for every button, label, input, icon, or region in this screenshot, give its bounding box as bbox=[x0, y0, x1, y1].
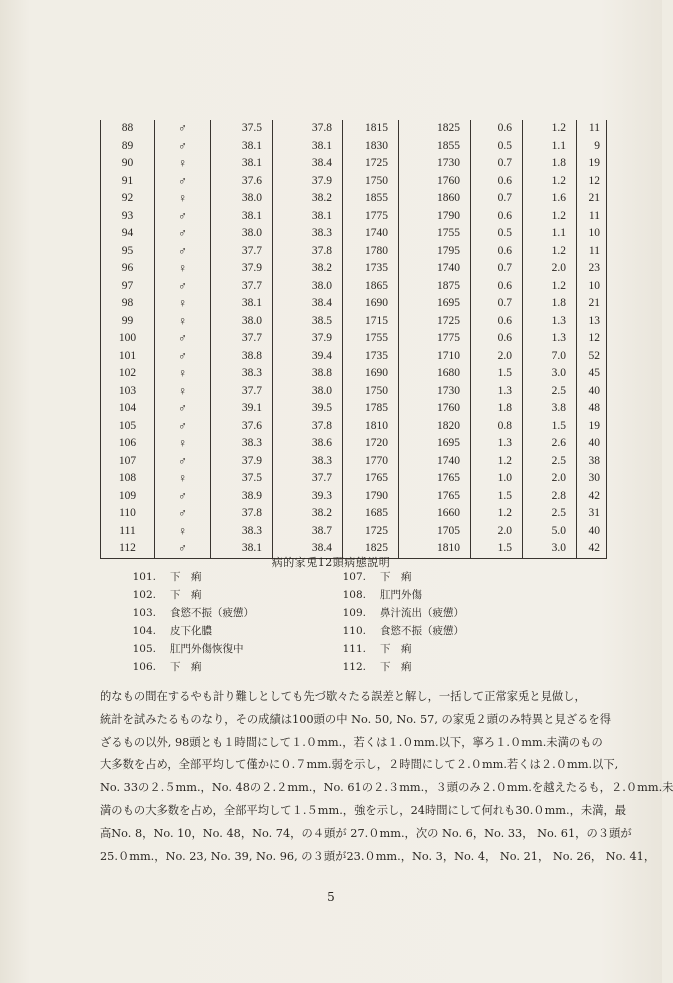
table-cell: 21 bbox=[577, 190, 607, 208]
table-cell: 37.7 bbox=[211, 383, 273, 401]
table-cell: 5.0 bbox=[523, 523, 577, 541]
table-row bbox=[101, 453, 607, 471]
table-cell: 1815 bbox=[343, 120, 399, 138]
table-cell: 1695 bbox=[399, 435, 471, 453]
table-cell: 111 bbox=[101, 523, 155, 541]
table-cell: 97 bbox=[101, 278, 155, 296]
table-cell: 1785 bbox=[343, 400, 399, 418]
table-row bbox=[101, 435, 607, 453]
table-cell: 95 bbox=[101, 243, 155, 261]
table-row bbox=[101, 470, 607, 488]
table-cell: 1.8 bbox=[523, 155, 577, 173]
table-cell: 37.8 bbox=[273, 120, 343, 138]
table-cell: 38.1 bbox=[211, 138, 273, 156]
table-cell: 1.5 bbox=[471, 365, 523, 383]
table-cell: 38.7 bbox=[273, 523, 343, 541]
table-cell: 94 bbox=[101, 225, 155, 243]
table-cell: 1770 bbox=[343, 453, 399, 471]
table-cell: 1730 bbox=[399, 383, 471, 401]
table-cell: 1825 bbox=[343, 540, 399, 558]
note-number: 108. bbox=[342, 589, 366, 601]
note-item bbox=[128, 568, 202, 586]
table-cell: 99 bbox=[101, 313, 155, 331]
table-cell: 38.1 bbox=[211, 295, 273, 313]
note-text: 下 痢 bbox=[380, 571, 412, 583]
table-cell: 1790 bbox=[343, 488, 399, 506]
table-cell: 108 bbox=[101, 470, 155, 488]
text-line: No. 33の２.５mm.，No. 48の２.２mm.，No. 61の２.３mm.，３頭のみ２.０mm.を越えたるも，２.０mm.未 bbox=[100, 781, 673, 795]
table-row bbox=[101, 190, 607, 208]
table-cell: 37.7 bbox=[211, 243, 273, 261]
table-cell: 38.0 bbox=[273, 278, 343, 296]
table-cell: 0.6 bbox=[471, 173, 523, 191]
table-cell: 3.0 bbox=[523, 540, 577, 558]
table-cell: 2.0 bbox=[471, 523, 523, 541]
rabbit-data-table bbox=[100, 120, 607, 559]
table-cell: ♂ bbox=[155, 348, 211, 366]
table-cell: 38.9 bbox=[211, 488, 273, 506]
table-cell: 40 bbox=[577, 383, 607, 401]
table-cell: 38.0 bbox=[211, 313, 273, 331]
table-cell: 1725 bbox=[343, 155, 399, 173]
table-cell: 2.5 bbox=[523, 383, 577, 401]
table-cell: 1.2 bbox=[523, 278, 577, 296]
table-cell: 1750 bbox=[343, 173, 399, 191]
table-cell: 1775 bbox=[399, 330, 471, 348]
note-text: 皮下化膿 bbox=[170, 625, 212, 637]
table-cell: 0.7 bbox=[471, 260, 523, 278]
table-cell: 90 bbox=[101, 155, 155, 173]
table-cell: 0.6 bbox=[471, 243, 523, 261]
table-cell: 1820 bbox=[399, 418, 471, 436]
table-cell: 1765 bbox=[399, 470, 471, 488]
note-item bbox=[128, 586, 202, 604]
table-cell: ♀ bbox=[155, 365, 211, 383]
table-cell: 0.7 bbox=[471, 190, 523, 208]
table-cell: ♀ bbox=[155, 155, 211, 173]
table-cell: 1.5 bbox=[471, 540, 523, 558]
table-cell: 40 bbox=[577, 435, 607, 453]
table-cell: 98 bbox=[101, 295, 155, 313]
table-cell: 37.7 bbox=[211, 278, 273, 296]
table-cell: 1.2 bbox=[523, 243, 577, 261]
text-line: 大多数を占め，全部平均して僅かに０.７mm.弱を示し，２時間にして２.０mm.若くは２.０mm.以下, bbox=[100, 758, 619, 772]
table-cell: 1760 bbox=[399, 173, 471, 191]
table-cell: 2.8 bbox=[523, 488, 577, 506]
table-cell: 1680 bbox=[399, 365, 471, 383]
table-row bbox=[101, 173, 607, 191]
table-cell: 1755 bbox=[399, 225, 471, 243]
table-cell: ♀ bbox=[155, 383, 211, 401]
note-number: 106. bbox=[132, 661, 156, 673]
table-cell: 12 bbox=[577, 330, 607, 348]
table-cell: ♂ bbox=[155, 488, 211, 506]
note-text: 肛門外傷恢復中 bbox=[170, 643, 244, 655]
table-cell: 3.0 bbox=[523, 365, 577, 383]
note-text: 食慾不振（疲憊） bbox=[380, 625, 464, 637]
table-cell: 52 bbox=[577, 348, 607, 366]
table-row bbox=[101, 208, 607, 226]
text-line: 高No. 8，No. 10，No. 48，No. 74，の４頭が 27.０mm.，次の No. 6，No. 33， No. 61，の３頭が bbox=[100, 826, 632, 840]
note-text: 食慾不振（疲憊） bbox=[170, 607, 254, 619]
note-text: 下 痢 bbox=[170, 661, 202, 673]
table-cell: 37.6 bbox=[211, 418, 273, 436]
table-cell: ♂ bbox=[155, 418, 211, 436]
table-cell: 1690 bbox=[343, 295, 399, 313]
table-cell: 37.7 bbox=[211, 330, 273, 348]
table-row bbox=[101, 155, 607, 173]
table-row bbox=[101, 488, 607, 506]
table-cell: 1765 bbox=[343, 470, 399, 488]
table-cell: 0.5 bbox=[471, 138, 523, 156]
table-cell: 1735 bbox=[343, 348, 399, 366]
table-cell: 11 bbox=[577, 243, 607, 261]
table-cell: 38.1 bbox=[211, 155, 273, 173]
table-cell: ♀ bbox=[155, 190, 211, 208]
note-item bbox=[128, 640, 244, 658]
table-cell: 1660 bbox=[399, 505, 471, 523]
table-cell: 38.8 bbox=[211, 348, 273, 366]
table-cell: 1720 bbox=[343, 435, 399, 453]
table-cell: 103 bbox=[101, 383, 155, 401]
table-cell: 1695 bbox=[399, 295, 471, 313]
table-cell: 1685 bbox=[343, 505, 399, 523]
table-cell: 2.5 bbox=[523, 453, 577, 471]
table-row bbox=[101, 505, 607, 523]
table-row bbox=[101, 348, 607, 366]
table-cell: 19 bbox=[577, 155, 607, 173]
table-cell: 38.3 bbox=[211, 523, 273, 541]
body-paragraph bbox=[100, 686, 673, 868]
table-body bbox=[101, 120, 607, 558]
table-cell: 38.2 bbox=[273, 190, 343, 208]
note-number: 104. bbox=[132, 625, 156, 637]
table-cell: 1.8 bbox=[471, 400, 523, 418]
table-row bbox=[101, 523, 607, 541]
table-cell: 1690 bbox=[343, 365, 399, 383]
note-item bbox=[338, 622, 464, 640]
text-line: 統計を試みたるものなり，その成績は100頭の中 No. 50, No. 57, の家兎２頭のみ特異と見ざるを得 bbox=[100, 712, 611, 726]
table-cell: 1.5 bbox=[523, 418, 577, 436]
note-text: 下 痢 bbox=[380, 643, 412, 655]
table-cell: ♀ bbox=[155, 470, 211, 488]
table-cell: ♂ bbox=[155, 278, 211, 296]
table-cell: 1.2 bbox=[523, 208, 577, 226]
note-number: 109. bbox=[342, 607, 366, 619]
table-cell: 21 bbox=[577, 295, 607, 313]
table-cell: 1750 bbox=[343, 383, 399, 401]
table-cell: 2.0 bbox=[471, 348, 523, 366]
table-cell: 37.9 bbox=[273, 173, 343, 191]
table-row bbox=[101, 400, 607, 418]
table-cell: 1.8 bbox=[523, 295, 577, 313]
table-cell: 101 bbox=[101, 348, 155, 366]
note-text: 下 痢 bbox=[380, 661, 412, 673]
table-cell: 1.3 bbox=[471, 383, 523, 401]
note-number: 102. bbox=[132, 589, 156, 601]
note-number: 107. bbox=[342, 571, 366, 583]
table-cell: 1810 bbox=[343, 418, 399, 436]
table-cell: ♀ bbox=[155, 260, 211, 278]
text-line: 満のもの大多数を占め，全部平均して１.５mm.，強を示し，24時間にして何れも30.０mm.，未満，最 bbox=[100, 803, 627, 817]
note-item bbox=[338, 568, 412, 586]
table-cell: 1790 bbox=[399, 208, 471, 226]
table-cell: 1855 bbox=[343, 190, 399, 208]
table-cell: 1755 bbox=[343, 330, 399, 348]
table-cell: 10 bbox=[577, 225, 607, 243]
table-cell: 100 bbox=[101, 330, 155, 348]
table-row bbox=[101, 225, 607, 243]
table-cell: 109 bbox=[101, 488, 155, 506]
table-cell: 37.8 bbox=[273, 418, 343, 436]
table-cell: 31 bbox=[577, 505, 607, 523]
table-cell: 0.7 bbox=[471, 295, 523, 313]
table-cell: 1740 bbox=[343, 225, 399, 243]
table-cell: 1765 bbox=[399, 488, 471, 506]
table-cell: 105 bbox=[101, 418, 155, 436]
table-cell: 38.1 bbox=[273, 138, 343, 156]
table-cell: 0.6 bbox=[471, 278, 523, 296]
table-cell: ♂ bbox=[155, 208, 211, 226]
table-cell: 1875 bbox=[399, 278, 471, 296]
table-cell: ♂ bbox=[155, 540, 211, 558]
table-cell: 1775 bbox=[343, 208, 399, 226]
note-number: 110. bbox=[342, 625, 366, 637]
table-cell: 1810 bbox=[399, 540, 471, 558]
table-cell: ♂ bbox=[155, 505, 211, 523]
table-cell: 39.3 bbox=[273, 488, 343, 506]
table-cell: 38.3 bbox=[211, 435, 273, 453]
table-row bbox=[101, 260, 607, 278]
table-cell: 38 bbox=[577, 453, 607, 471]
table-cell: ♂ bbox=[155, 243, 211, 261]
table-cell: 89 bbox=[101, 138, 155, 156]
table-cell: 1740 bbox=[399, 453, 471, 471]
table-row bbox=[101, 278, 607, 296]
table-cell: 38.4 bbox=[273, 540, 343, 558]
table-cell: 38.1 bbox=[211, 208, 273, 226]
table-cell: 1735 bbox=[343, 260, 399, 278]
table-cell: 0.6 bbox=[471, 120, 523, 138]
table-cell: 92 bbox=[101, 190, 155, 208]
table-cell: 37.6 bbox=[211, 173, 273, 191]
table-cell: 2.0 bbox=[523, 260, 577, 278]
table-cell: 1.2 bbox=[471, 453, 523, 471]
table-cell: 0.6 bbox=[471, 208, 523, 226]
table-cell: 1795 bbox=[399, 243, 471, 261]
table-cell: 39.5 bbox=[273, 400, 343, 418]
note-text: 肛門外傷 bbox=[380, 589, 422, 601]
table-cell: ♂ bbox=[155, 453, 211, 471]
note-item bbox=[338, 658, 412, 676]
table-cell: 3.8 bbox=[523, 400, 577, 418]
note-item bbox=[338, 604, 464, 622]
table-cell: 1830 bbox=[343, 138, 399, 156]
table-cell: 1855 bbox=[399, 138, 471, 156]
table-cell: 0.6 bbox=[471, 330, 523, 348]
table-cell: 1860 bbox=[399, 190, 471, 208]
table-cell: 38.0 bbox=[211, 190, 273, 208]
table-cell: 104 bbox=[101, 400, 155, 418]
text-line: 25.０mm.，No. 23, No. 39, No. 96, の３頭が23.０mm.，No. 3，No. 4， No. 21， No. 26， No. 41， bbox=[100, 849, 656, 863]
table-cell: 39.4 bbox=[273, 348, 343, 366]
table-cell: 88 bbox=[101, 120, 155, 138]
note-number: 101. bbox=[132, 571, 156, 583]
table-cell: 37.9 bbox=[211, 453, 273, 471]
note-text: 下 痢 bbox=[170, 571, 202, 583]
table-cell: 37.8 bbox=[211, 505, 273, 523]
table-cell: 10 bbox=[577, 278, 607, 296]
table-cell: ♂ bbox=[155, 138, 211, 156]
table-cell: 19 bbox=[577, 418, 607, 436]
table-cell: 2.5 bbox=[523, 505, 577, 523]
table-cell: 38.0 bbox=[273, 383, 343, 401]
table-cell: 2.0 bbox=[523, 470, 577, 488]
table-cell: 0.8 bbox=[471, 418, 523, 436]
table-cell: 1.2 bbox=[471, 505, 523, 523]
table-cell: 1.5 bbox=[471, 488, 523, 506]
table-cell: ♀ bbox=[155, 435, 211, 453]
page-number: 5 bbox=[327, 890, 335, 904]
table-cell: 38.2 bbox=[273, 505, 343, 523]
table-cell: 38.5 bbox=[273, 313, 343, 331]
table-cell: 42 bbox=[577, 540, 607, 558]
table-cell: ♀ bbox=[155, 313, 211, 331]
table-row bbox=[101, 365, 607, 383]
table-cell: 1710 bbox=[399, 348, 471, 366]
note-number: 111. bbox=[342, 643, 366, 655]
table-cell: 37.8 bbox=[273, 243, 343, 261]
table-cell: 112 bbox=[101, 540, 155, 558]
note-text: 鼻汁流出（疲憊） bbox=[380, 607, 464, 619]
table-row bbox=[101, 313, 607, 331]
table-cell: 38.0 bbox=[211, 225, 273, 243]
table-cell: 30 bbox=[577, 470, 607, 488]
table-row bbox=[101, 120, 607, 138]
table-cell: 23 bbox=[577, 260, 607, 278]
table-cell: 37.7 bbox=[273, 470, 343, 488]
table-cell: ♂ bbox=[155, 330, 211, 348]
table-cell: 1.3 bbox=[471, 435, 523, 453]
table-row bbox=[101, 243, 607, 261]
table-cell: 42 bbox=[577, 488, 607, 506]
table-cell: 1.3 bbox=[523, 330, 577, 348]
table-cell: 1725 bbox=[343, 523, 399, 541]
table-cell: ♂ bbox=[155, 225, 211, 243]
table-cell: 93 bbox=[101, 208, 155, 226]
table-cell: 96 bbox=[101, 260, 155, 278]
table-cell: 0.5 bbox=[471, 225, 523, 243]
note-number: 103. bbox=[132, 607, 156, 619]
table-cell: ♂ bbox=[155, 120, 211, 138]
table-cell: 106 bbox=[101, 435, 155, 453]
table-cell: 1.3 bbox=[523, 313, 577, 331]
table-cell: 1.2 bbox=[523, 120, 577, 138]
text-line: ざるもの以外, 98頭とも１時間にして１.０mm.，若くは１.０mm.以下，寧ろ１.０mm.未満のもの bbox=[100, 735, 603, 749]
table-row bbox=[101, 138, 607, 156]
table-cell: 1725 bbox=[399, 313, 471, 331]
table-cell: 0.7 bbox=[471, 155, 523, 173]
table-cell: 1.2 bbox=[523, 173, 577, 191]
table-cell: 38.2 bbox=[273, 260, 343, 278]
table-cell: 37.9 bbox=[273, 330, 343, 348]
note-item bbox=[338, 640, 412, 658]
table-cell: 1780 bbox=[343, 243, 399, 261]
table-cell: 37.5 bbox=[211, 120, 273, 138]
table-cell: 110 bbox=[101, 505, 155, 523]
note-number: 105. bbox=[132, 643, 156, 655]
table-cell: 37.9 bbox=[211, 260, 273, 278]
table-cell: 1730 bbox=[399, 155, 471, 173]
table-row bbox=[101, 295, 607, 313]
table-cell: 48 bbox=[577, 400, 607, 418]
table-cell: ♂ bbox=[155, 173, 211, 191]
table-cell: 0.6 bbox=[471, 313, 523, 331]
table-cell: 1715 bbox=[343, 313, 399, 331]
table-cell: 38.4 bbox=[273, 295, 343, 313]
text-line: 的なもの間在するやも計り難しとしても先づ歇々たる誤差と解し，一括して正常家兎と見做し， bbox=[100, 690, 586, 703]
table-cell: 38.1 bbox=[211, 540, 273, 558]
table-cell: 45 bbox=[577, 365, 607, 383]
table-cell: 37.5 bbox=[211, 470, 273, 488]
table-cell: 91 bbox=[101, 173, 155, 191]
table-cell: ♀ bbox=[155, 295, 211, 313]
note-item bbox=[128, 604, 254, 622]
table-row bbox=[101, 383, 607, 401]
note-number: 112. bbox=[342, 661, 366, 673]
notes-caption: 病的家兎12頭病態説明 bbox=[271, 556, 391, 569]
table-cell: 1.0 bbox=[471, 470, 523, 488]
table-cell: 1.6 bbox=[523, 190, 577, 208]
table-cell: 11 bbox=[577, 208, 607, 226]
table-cell: 1705 bbox=[399, 523, 471, 541]
table-cell: 7.0 bbox=[523, 348, 577, 366]
table-cell: 1760 bbox=[399, 400, 471, 418]
table-row bbox=[101, 330, 607, 348]
table-cell: 13 bbox=[577, 313, 607, 331]
table-cell: 38.3 bbox=[273, 225, 343, 243]
table-cell: 9 bbox=[577, 138, 607, 156]
table-cell: 38.4 bbox=[273, 155, 343, 173]
table-cell: 107 bbox=[101, 453, 155, 471]
table-cell: 1740 bbox=[399, 260, 471, 278]
note-text: 下 痢 bbox=[170, 589, 202, 601]
table-cell: 1.1 bbox=[523, 225, 577, 243]
table-cell: ♀ bbox=[155, 523, 211, 541]
table-cell: 38.3 bbox=[211, 365, 273, 383]
note-item bbox=[128, 622, 212, 640]
table-cell: 1865 bbox=[343, 278, 399, 296]
table-cell: 11 bbox=[577, 120, 607, 138]
note-item bbox=[128, 658, 202, 676]
table-cell: 38.1 bbox=[273, 208, 343, 226]
table-cell: 12 bbox=[577, 173, 607, 191]
table-row bbox=[101, 418, 607, 436]
table-cell: 102 bbox=[101, 365, 155, 383]
table-cell: 1825 bbox=[399, 120, 471, 138]
table-cell: 1.1 bbox=[523, 138, 577, 156]
table-cell: ♂ bbox=[155, 400, 211, 418]
table-cell: 38.3 bbox=[273, 453, 343, 471]
note-item bbox=[338, 586, 422, 604]
table-cell: 38.8 bbox=[273, 365, 343, 383]
table-cell: 40 bbox=[577, 523, 607, 541]
table-cell: 38.6 bbox=[273, 435, 343, 453]
table-cell: 2.6 bbox=[523, 435, 577, 453]
table-cell: 39.1 bbox=[211, 400, 273, 418]
